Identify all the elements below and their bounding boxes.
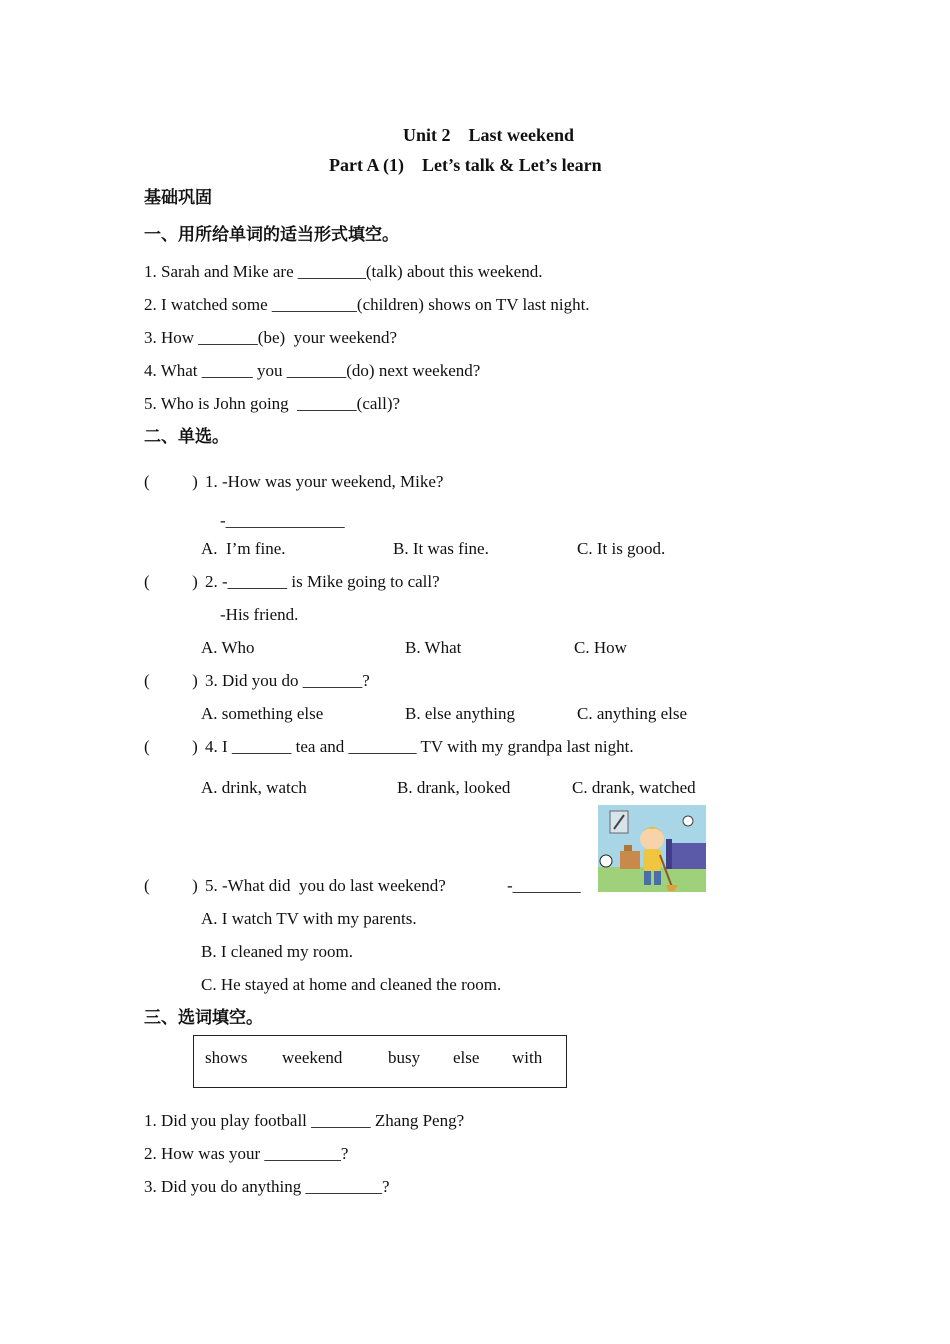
mc-option-b: B. What <box>405 638 462 657</box>
mc-option-c: C. How <box>574 638 627 657</box>
answer-paren: ( ) <box>144 876 198 895</box>
mc-option-c: C. He stayed at home and cleaned the room. <box>201 975 502 994</box>
mc-option-c: C. drank, watched <box>572 778 696 797</box>
fill-item-1: 1. Sarah and Mike are ________(talk) about this weekend. <box>144 262 543 281</box>
mc-reply: -His friend. <box>220 605 299 624</box>
mc-option-b: B. It was fine. <box>393 539 489 558</box>
section-1-heading: 一、用所给单词的适当形式填空。 <box>144 225 399 245</box>
fill-item-3: 3. How _______(be) your weekend? <box>144 328 398 347</box>
section-3-heading: 三、选词填空。 <box>144 1008 263 1028</box>
answer-paren: ( ) <box>144 671 198 690</box>
answer-paren: ( ) <box>144 572 198 591</box>
mc-question-3: 3. Did you do _______? <box>205 671 370 690</box>
answer-paren: ( ) <box>144 472 198 491</box>
mc-question-4: 4. I _______ tea and ________ TV with my grandpa last night. <box>205 737 634 756</box>
mc-question-5: 5. -What did you do last weekend? <box>205 876 446 895</box>
fill-item-5: 5. Who is John going _______(call)? <box>144 394 401 413</box>
mc-option-a: A. I’m fine. <box>201 539 286 558</box>
word-bank-item: with <box>512 1048 543 1067</box>
fill-word-item-2: 2. How was your _________? <box>144 1144 349 1163</box>
fill-item-4: 4. What ______ you _______(do) next weekend? <box>144 361 481 380</box>
fill-word-item-3: 3. Did you do anything _________? <box>144 1177 390 1196</box>
boy-cleaning-room-image <box>598 805 706 892</box>
mc-option-a: A. Who <box>201 638 255 657</box>
mc-question-2: 2. -_______ is Mike going to call? <box>205 572 440 591</box>
word-bank-box <box>193 1035 567 1088</box>
mc-question-1: 1. -How was your weekend, Mike? <box>205 472 444 491</box>
mc-option-b: B. else anything <box>405 704 516 723</box>
mc-answer-line: -______________ <box>220 511 345 530</box>
mc-option-b: B. I cleaned my room. <box>201 942 354 961</box>
mc-option-a: A. drink, watch <box>201 778 307 797</box>
mc-option-a: A. I watch TV with my parents. <box>201 909 417 928</box>
section-2-heading: 二、单选。 <box>144 427 229 447</box>
word-bank-item: else <box>453 1048 480 1067</box>
section-basic: 基础巩固 <box>144 188 212 208</box>
fill-word-item-1: 1. Did you play football _______ Zhang Peng? <box>144 1111 465 1130</box>
mc-option-a: A. something else <box>201 704 324 723</box>
mc-option-c: C. It is good. <box>577 539 666 558</box>
word-bank-item: weekend <box>282 1048 343 1067</box>
word-bank-item: shows <box>205 1048 248 1067</box>
fill-item-2: 2. I watched some __________(children) shows on TV last night. <box>144 295 590 314</box>
page-title: Unit 2 Last weekend <box>403 125 575 145</box>
word-bank-item: busy <box>388 1048 421 1067</box>
page-subtitle: Part A (1) Let’s talk & Let’s learn <box>329 155 602 175</box>
mc-option-b: B. drank, looked <box>397 778 511 797</box>
mc-option-c: C. anything else <box>577 704 688 723</box>
answer-paren: ( ) <box>144 737 198 756</box>
mc-answer-line: -________ <box>507 876 581 895</box>
